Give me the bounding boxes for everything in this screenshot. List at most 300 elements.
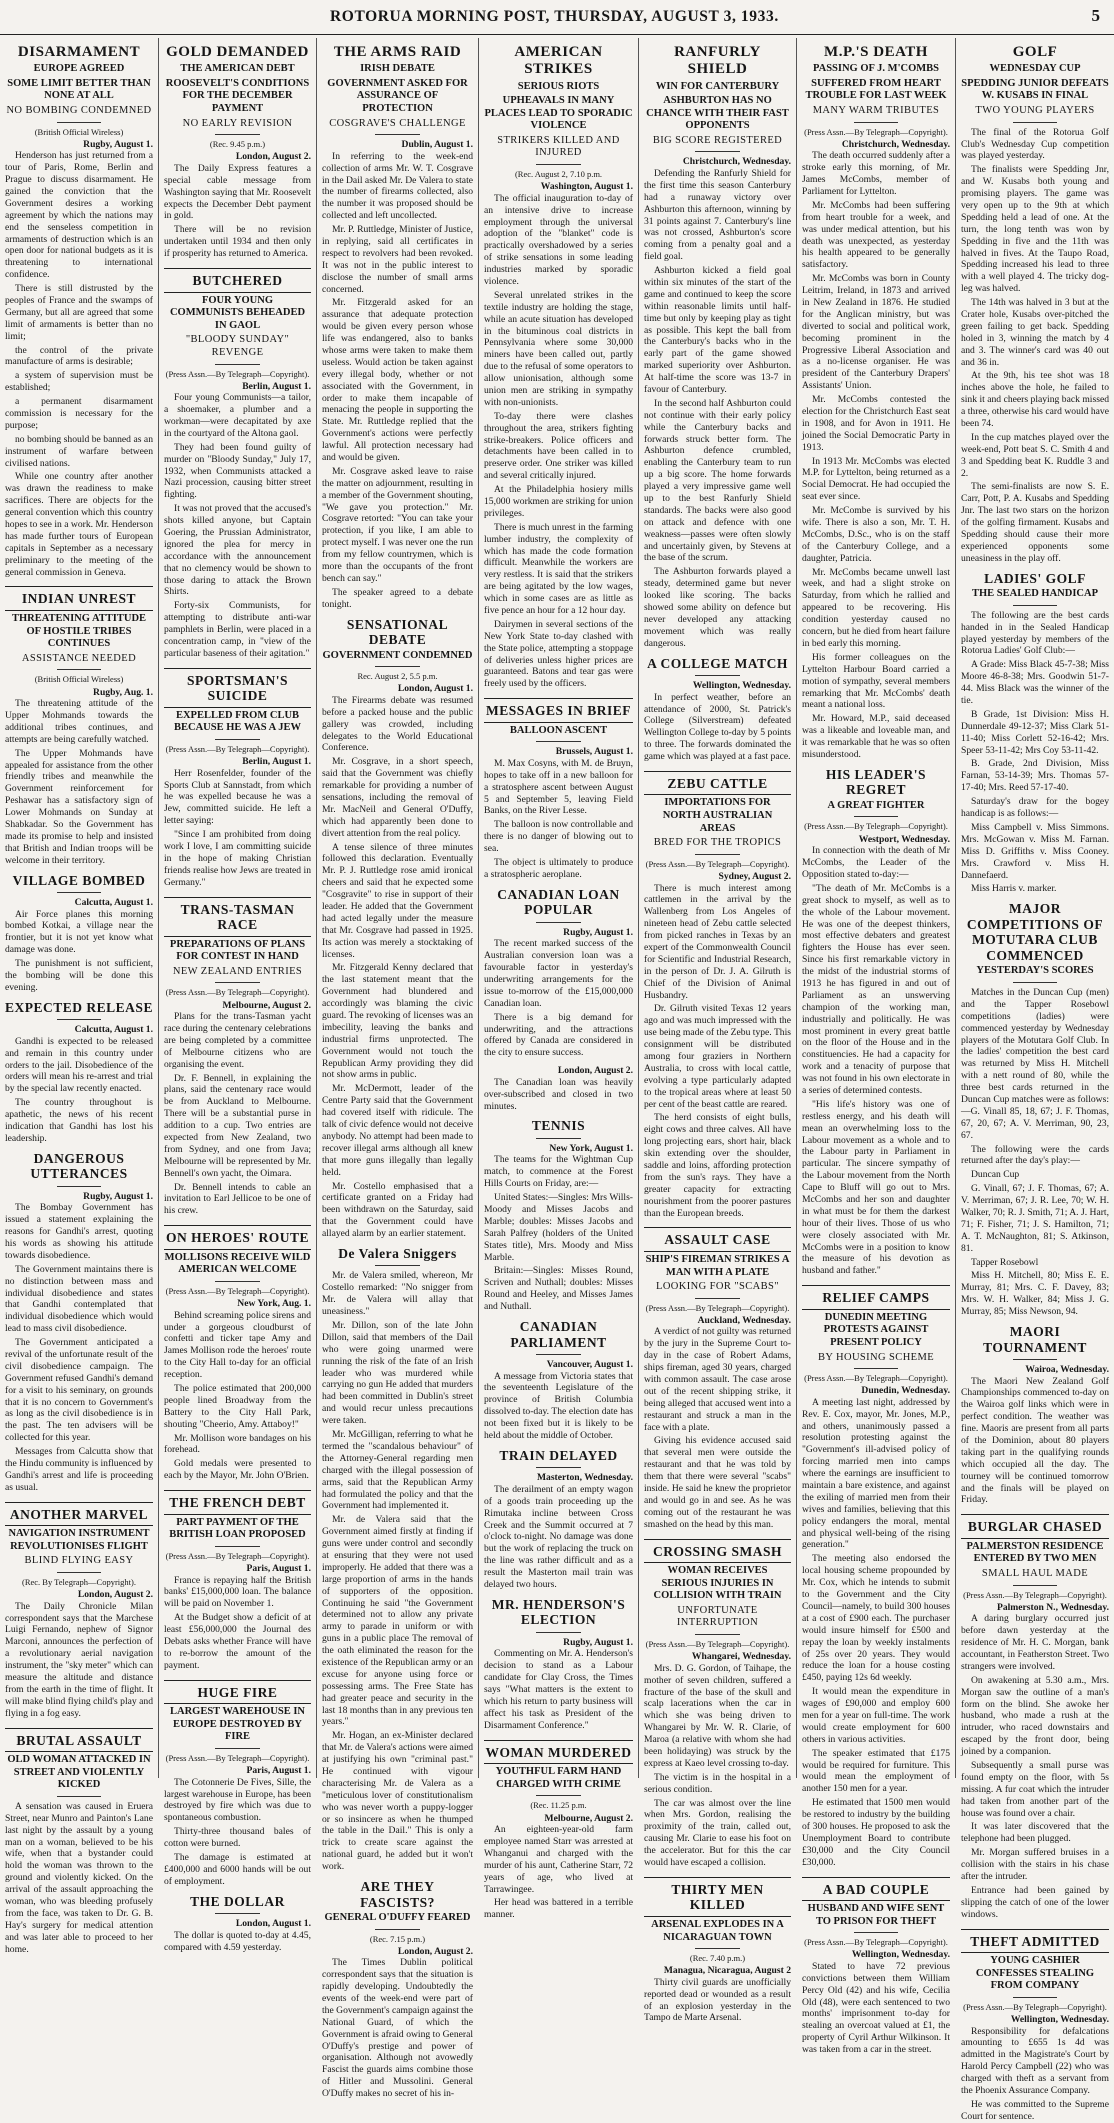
paragraph: The country throughout is apathetic, the news of his recent indication that Gandhi has lost his leadership. [5,1097,153,1144]
source-credit: Rec. August 2, 5.5 p.m. [357,671,438,682]
article-body [322,1957,473,2100]
article-subheading: THE SEALED HANDICAP [971,588,1099,600]
article-body [5,1036,153,1145]
paragraph: There is a big demand for underwriting, and the attractions offered by Canada are considered in the city to ensure success. [484,1011,633,1059]
divider-rule [695,151,739,152]
paragraph: The semi-finalists are now S. E. Carr, Pott, P. A. Kusabs and Spedding Jnr. The last two stars on the horizon of the golfing firmament. Kusabs and Spedding should cause their more experienced opponents some uneasiness in the play off. [961,481,1109,564]
article-subheading: WIN FOR CANTERBURY [655,80,780,92]
article-headline: TRAIN DELAYED [499,1447,618,1463]
divider-rule [536,1795,581,1796]
paragraph: Mr. Fitzgerald Kenny declared that the last statement meant that the Government had blundered and accordingly was blaming the civic guard. The revoking of licenses was an imbecility, leaving the banks and industrial firms unprotected. The Government would not touch the Republican Army providing they did not show arms in public. [322,962,473,1081]
article [961,1324,1109,1506]
article-subheading: BLIND FLYING EASY [24,1555,134,1567]
article [484,887,633,1059]
paragraph: Dairymen in several sections of the New York State to-day clashed with the State police, attempting a stoppage of deliveries unless higher prices are guaranteed. Batons and tear gas were freely used by the officers. [484,618,633,690]
paragraph: Stated to have 72 previous convictions between them William Percy Old (42) and his wife, Cecilia Old (48), were each sentenced to two months' imprisonment to-day for stealing an overcoat valued at £1, the property of Cyril Arthur Wilkinson. It was taken from a car in the street. [802,1960,950,2056]
article-headline: BUTCHERED [164,268,311,293]
article [961,1929,1109,2123]
dateline: New York, August 1. [549,1142,633,1154]
paragraph: a system of supervision must be established; [5,370,153,394]
paragraph: no bombing should be banned as an instrument of warfare between civilised nations. [5,433,153,469]
article-subheading: NEW ZEALAND ENTRIES [172,965,303,977]
divider-rule [57,1019,101,1020]
article-headline: INDIAN UNREST [5,586,153,611]
dateline: Managua, Nicaragua, August 2 [663,1965,791,1977]
article-subheading: ASSISTANCE NEEDED [21,652,137,664]
paragraph: Miss Campbell v. Miss Simmons. Mrs. McGowan v. Miss M. Farnan. Miss D. Griffiths v. Miss Cooney. Mrs. Crawford v. Miss H. Dannefaerd. [961,821,1109,881]
paragraph: The police estimated that 200,000 people lined Broadway from the Battery to the City Hall Park, shouting "Cheerio, Amy. Attaboy!" [164,1382,311,1430]
divider-rule [1013,122,1057,123]
article-body [322,151,473,611]
article-headline: THE FRENCH DEBT [164,1490,311,1515]
columns-container [0,38,1114,2122]
paragraph: Dr. Gilruth visited Texas 12 years ago and was much impressed with the use being made of the Zebu type. This consignment will be distributed among four graziers in Northern Australia, to cross with local cattle, evolving a type particularly adapted to the tropical areas where at least 50 per cent of the beast cattle are reared. [644,1003,791,1110]
article [644,1539,791,1869]
divider-rule [57,1572,101,1573]
article [164,44,311,260]
article-subheading: GENERAL O'DUFFY FEARED [324,1912,471,1924]
article-headline: WOMAN MURDERED [484,1740,633,1765]
article-subheading: SHIP'S FIREMAN STRIKES A MAN WITH A PLATE [645,1253,790,1278]
paragraph: A Grade: Miss Black 45-7-38; Miss Moore 46-8-38; Mrs. Goodwin 51-7-44. Miss Black was the winner of the tie. [961,659,1109,707]
article-body [802,845,950,1277]
divider-rule [536,1354,581,1355]
paragraph: The speaker estimated that £175 would be required for furniture. This would mean the employment of another 150 men for a year. [802,1747,950,1795]
paragraph: A tense silence of three minutes followed this declaration. Eventually Mr. P. J. Ruttledge rose amid ironical cheers and said that he expected some "Cosgravite" to rise in support of their leader. He added that the Government had acted legally under the measure that Mr. Cosgrave had passed in 1925. Its action was merely a stocktaking of licenses. [322,841,473,960]
article [644,1227,791,1530]
source-credit: (Press Assn.—By Telegraph—Copyright). [804,126,948,137]
article-headline: VILLAGE BOMBED [12,872,146,888]
dateline: Melbourne, August 2. [222,999,311,1011]
paragraph: A daring burglary occurred just before dawn yesterday at the residence of Mr. H. C. Morgan, bank accountant, in Featherston Street. Two strangers were involved. [961,1613,1109,1672]
article-headline: A BAD COUPLE [802,1877,950,1902]
dateline: Christchurch, Wednesday. [682,156,791,168]
article-body [164,1777,311,1888]
article-headline: SENSATIONAL DEBATE [346,616,449,648]
article-headline: A COLLEGE MATCH [647,655,788,671]
paragraph: There will be no revision undertaken until 1934 and then only if prosperity has returned to America. [164,224,311,260]
article [484,1319,633,1442]
article-subheading: THE AMERICAN DEBT [180,63,295,75]
divider-rule [215,364,259,365]
dateline: Vancouver, August 1. [546,1359,633,1371]
paragraph: Mr. Hogan, an ex-Minister declared that Mr. de Valera's actions were aimed at justifying his own "criminal past." He continued with vigour characterising Mr. de Valera as a "meticulous lover of constitutionalism who was never worth a puppy-logger or so insincere as when he thumped the table in the Dail." This is only a trick to create scare against the national guard, he added but it won't work. [322,1730,473,1873]
article-subheading: WOMAN RECEIVES SERIOUS INJURIES IN COLLISION WITH TRAIN [653,1565,782,1602]
paragraph: Several unrelated strikes in the textile industry are holding the stage, while an acute situation has developed in the bituminous coal districts in Pennsylvania where some 30,000 miners have been called out, partly due to the refusal of some operators to allow unionisation, although some union men are striking in sympathy with non-unionists. [484,289,633,408]
article [484,44,633,690]
divider-rule [57,1796,101,1797]
paragraph: The punishment is not sufficient, the bombing will be done this evening. [5,958,153,993]
paragraph: Messages from Calcutta show that the Hindu community is influenced by Gandhi's arrest and life is proceeding as usual. [5,1446,153,1493]
article-headline: GOLD DEMANDED [166,44,309,60]
masthead [0,0,1114,35]
divider-rule [375,666,420,667]
paragraph: Mr. de Valera smiled, whereon, Mr Costello remarked: "No snigger from Mr. de Valera will allay that uneasiness." [322,1270,473,1318]
article-subheading: SPEDDING JUNIOR DEFEATS W. KUSABS IN FINAL [961,77,1109,102]
source-credit: (Press Assn.—By Telegraph—Copyright). [165,744,310,755]
article-body [484,758,633,881]
article-headline: MR. HENDERSON'S ELECTION [491,1596,626,1628]
article-subheading: SERIOUS RIOTS [517,80,600,92]
article [961,901,1109,1318]
paragraph: It would mean the expenditure in wages of £90,000 and employ 600 men for a year on full-time. The work would create employment for 600 others in various activities. [802,1686,950,1745]
article-body [5,1601,153,1720]
paragraph: the control of the private manufacture of arms is desirable; [5,344,153,368]
column-3 [316,38,478,2100]
article [5,1000,153,1145]
paragraph: Four young Communists—a tailor, a shoemaker, a plumber and a workman—were decapitated by axe in the courtyard of the Altona gaol. [164,392,311,439]
article-subheading: THREATENING ATTITUDE OF HOSTILE TRIBES CONTINUES [11,613,147,650]
article-body [164,1011,311,1217]
paragraph: The Government anticipated a revival of the unfortunate result of the civil disobedience campaign. The Government refused Gandhi's demand for a visit to his seminary, on grounds that it is no concern to Government's as long as the civil disobedience is in the past. The ten advisers will be collected for this year. [5,1337,153,1444]
paragraph: Mr. McDermott, leader of the Centre Party said that the Government had covered itself with ridicule. The talk of civic defence would not deceive anybody. No attempt had been made to recover illegal arms although all knew that more guns illegally than legally held. [322,1083,473,1178]
divider-rule [375,134,420,135]
paragraph: Her head was battered in a terrible manner. [484,1897,633,1921]
divider-rule [536,1467,581,1468]
article-headline: CROSSING SMASH [644,1539,791,1564]
paragraph: In referring to the week-end collection of arms Mr. W. T. Cosgrave in the Dail asked Mr. De Valera to state the number of firearms collected, also the number it was proposed should be collected and left uncollected. [322,150,473,222]
article-headline: TRANS-TASMAN RACE [164,897,311,937]
paragraph: Mr. McGilligan, referring to what he termed the "scandalous behaviour" of the Attorney-General regarding men charged with the illegal possession of arms, said that the Republican Army had formulated the policy and that the Government had implemented it. [322,1429,473,1512]
article-subheading: BIG SCORE REGISTERED [652,134,783,146]
paragraph: He estimated that 1500 men would be restored to industry by the building of 300 houses. He proposed to ask the Unemployment Board to contribute £30,000 and the City Council £30,000. [802,1797,950,1868]
paragraph: Mr. McCombs had been suffering from heart trouble for a week, and was under medical attention, but his death was unexpected, as yesterday his health appeared to be generally satisfactory. [802,199,950,271]
paragraph: Thirty-three thousand bales of cotton were burned. [164,1826,311,1850]
divider-rule [57,1186,101,1187]
article [164,1490,311,1672]
article-subheading: ROOSEVELT'S CONDITIONS FOR THE DECEMBER PAYMENT [165,77,310,115]
paragraph: The finalists were Spedding Jnr, and W. Kusabs both young and promising players. The game was very open up to the 9th at which Spedding held a lead of one. At the turn, the long tenth was won by Spedding in five and the 11th was halved in fives. At the Taupo Road, Spedding increased his lead to three with a well played 4. The tricky dog-leg was halved. [961,164,1109,295]
article-subheading: PALMERSTON RESIDENCE ENTERED BY TWO MEN [966,1540,1104,1565]
dateline: Rugby, August 1. [563,926,633,938]
paragraph: France is repaying half the British banks' £15,000,000 loan. The balance will be paid on November 1. [164,1574,311,1610]
column-4 [478,38,638,1921]
source-credit: (Press Assn.—By Telegraph—Copyright). [165,1752,310,1763]
article [164,268,311,660]
dateline: London, August 2. [397,1945,473,1957]
article-subheading: IRISH DEBATE [360,63,435,75]
paragraph: Gandhi is expected to be released and remain in this country under orders to the jail. Disobedience of the orders will mean his re-arrest and trial by the special law recently enacted. [5,1035,153,1095]
divider-rule [215,1913,259,1914]
article-body [644,168,791,650]
dateline: Masterton, Wednesday. [536,1472,633,1484]
article-body [644,1663,791,1869]
paragraph: The Maori New Zealand Golf Championships commenced to-day on the Wairoa golf links which were in perfect condition. The weather was fine. Maoris are present from all parts of the Dominion, about 80 players taking part in the qualifying rounds which occupied all the day. The tourney will be continued tomorrow and the finals will be played on Friday. [961,1375,1109,1506]
paragraph: A sensation was caused in Eruera Street, near Munro and Painton's Lane last night by the assault by a young man on a woman, believed to be his wife, when that a bystander could hold the woman was thrown to the ground and violently kicked. On the arrival of the assault approaching the woman, who was bleeding profusely from the face, was taken to Dr. G. B. Hay's surgery for medical attention and was later able to proceed to her home. [5,1800,153,1955]
paragraph: Mr. Cosgrave asked leave to raise the matter on adjournment, resulting in a member of the Government shouting, "We gave you protection." Mr. Cosgrave retorted: "You can take your protection, if you like, I am able to protect myself. I was never one the run from my fellow countrymen, which is more than the occupants of the front bench can say." [322,465,473,584]
article-body [164,1310,311,1482]
article-body [484,1154,633,1313]
dateline: Palmerston N., Wednesday. [996,1601,1109,1613]
article-subheading: WEDNESDAY CUP [989,63,1081,75]
article-headline: MAORI TOURNAMENT [983,1323,1087,1355]
divider-rule [1013,1585,1057,1586]
paragraph: Dr. Bennell intends to cable an invitation to Earl Jellicoe to be one of his crew. [164,1181,311,1217]
paragraph: There is still distrusted by the peoples of France and the swamps of Germany, but all are agreed that some limit of armaments is better than no limit; [5,283,153,342]
article [644,44,791,650]
article-body [5,150,153,578]
article-body [322,695,473,1240]
source-credit: (Press Assn.—By Telegraph—Copyright). [165,368,310,379]
paragraph: Mrs. D. G. Gordon, of Taihape, the mother of seven children, suffered a fracture of the base of the skull and scalp lacerations when the car in which she was being driven to Whangarei by Mr. W. R. Clarie, of Maroa (a relative with whom she had been holidaying) was struck by the express at Kaeo level crossing to-day. [644,1662,791,1769]
paragraph: Mr. Costello emphasised that a certificate granted on a Friday had been withdrawn on the Saturday, said that the Government could have allayed alarm by an earlier statement. [322,1180,473,1240]
article-body [484,1824,633,1921]
article-body [961,127,1109,565]
article-headline: BURGLAR CHASED [961,1514,1109,1539]
article [484,1740,633,1922]
article-subheading: COSGRAVE'S CHALLENGE [329,117,466,129]
dateline: New York, Aug. 1. [237,1298,311,1310]
divider-rule [695,854,739,855]
paragraph: On awakening at 5.30 a.m., Mrs. Morgan saw the outline of a man's form on the blind. She awoke her husband, who made a rush at the intruder, who raced downstairs and escaped by the front door, being joined by a companion. [961,1674,1109,1758]
article-headline: CANADIAN LOAN POPULAR [497,886,620,918]
column-5 [638,38,796,2024]
dateline: London, August 2. [235,151,311,163]
article-headline: BRUTAL ASSAULT [5,1728,153,1753]
article-headline: EXPECTED RELEASE [5,999,153,1015]
paragraph: To-day there were clashes throughout the area, strikers fighting strike-breakers. Police officers and detachments have been called in to preserve order. One striker was killed and several critically injured. [484,410,633,482]
article [802,767,950,1277]
article [164,668,311,889]
article-subheading: A GREAT FIGHTER [827,799,925,811]
paragraph: Thirty civil guards are unofficially reported dead or wounded as a result of an explosion yesterday in the Tampo de Marte Arsenal. [644,1976,791,2024]
article [5,1728,153,1956]
paragraph: Air Force planes this morning bombed Kotkai, a village near the frontier, but it is not yet know what damage was done. [5,908,153,956]
article-body [961,987,1109,1318]
paragraph: Miss H. Mitchell, 80; Miss E. E. Murray, 81; Mrs. C. F. Davey, 83; Mrs. W. H. Walker, 84; Miss J. G. Murray, 85; Miss Newson, 94. [961,1270,1109,1318]
dateline: Wellington, Wednesday. [851,1949,950,1961]
article-body [961,1376,1109,1507]
source-credit: (Rec. 11.25 p.m. [530,1800,587,1811]
paragraph: The Times Dublin political correspondent says that the situation is rapidly developing. Undoubtedly the events of the week-end were part of the Government's campaign against the National Guard, of which the Government is afraid owing to General O'Duffy's prestige and power of organisation. Although not avowedly Fascist the guards aims combine those of Hitler and Mussolini. General O'Duffy makes no secret of his in- [322,1957,473,2100]
paragraph: It was later discovered that the telephone had been plugged. [961,1821,1109,1845]
source-credit: (Rec. 9.45 p.m.) [209,139,266,150]
divider-rule [695,675,739,676]
article-body [164,1930,311,1954]
article-subheading: LARGEST WAREHOUSE IN EUROPE DESTROYED BY FIRE [170,1706,305,1743]
paragraph: The recent marked success of the Australian conversion loan was a favourable factor in yesterday's underwriting arrangements for the issue to-morrow of the £15,000,000 Canadian loan. [484,938,633,1009]
article [164,1225,311,1482]
dateline: Wairoa, Wednesday. [1025,1364,1109,1376]
paragraph: Mr. McCombs was born in County Leitrim, Ireland, in 1873 and arrived in New Zealand in 1876. He studied for the Anglican ministry, but was diverted to social and political work, becoming prominent in the Progressive Liberal Association and as a no-license organiser. He was president of the Canterbury Drapers' Assistants' Union. [802,273,950,392]
paragraph: Defending the Ranfurly Shield for the first time this season Canterbury had a runaway victory over Ashburton this afternoon, winning by 31 points against 7. Canterbury's line was not crossed, Ashburton's score coming from a penalty goal and a field goal. [644,167,791,263]
dateline: Washington, August 1. [540,181,633,193]
article-headline: THE ARMS RAID [333,44,462,60]
paragraph: B. Grade, 2nd Division, Miss Farnan, 53-14-39; Mrs. Thomas 57-17-40; Mrs. Reed 57-17-40. [961,758,1109,794]
article-body [164,392,311,660]
paragraph: They had been found guilty of murder on "Bloody Sunday," July 17, 1932, when Communists attacked a Nazi procession, causing bitter street fighting. [164,441,311,501]
paragraph: "His life's history was one of restless energy, and his death will mean an overwhelming loss to the Labour movement as a whole and to the Labour party in Parliament in particular. The sincere sympathy of the Labour movement from the North Cape to Bluff will go out to Mrs. McCombs and her son and daughter in what must be for them the darkest hour of their lives. Those of us who were closely associated with Mr. McCombs were in a position to know the measure of his devotion as husband and father." [802,1098,950,1277]
article-subheading: TWO YOUNG PLAYERS [975,105,1095,117]
dateline: Calcutta, August 1. [74,897,153,909]
paragraph: Herr Rosenfelder, founder of the Sports Club at Sannstadt, from which he was expelled because he was a Jew, committed suicide. He left a letter saying: [164,767,311,827]
paragraph: The official inauguration to-day of an intensive drive to increase employment through the universal adoption of the "blanket" code is practically overshadowed by a series of strike sensations in some leading industries marked by sporadic violence. [484,192,633,287]
paragraph: A message from Victoria states that the seventeenth Legislature of the province of British Columbia dissolved to-day. The election date has not been fixed but it is likely to be held about the middle of October. [484,1370,633,1441]
article [322,1879,473,2100]
article-body [802,150,950,761]
paragraph: In 1913 Mr. McCombs was elected M.P. for Lyttelton, being returned as a Social Democrat. He had occupied the seat ever since. [802,455,950,503]
paragraph: There is much unrest in the farming lumber industry, the complexity of which has made the code formation difficult. Meanwhile the workers are very restless. It is said that the strikers are being agitated by the low wages, which in some cases are as little as five pence an hour for a 12 hour day. [484,521,633,617]
source-credit: (Press Assn.—By Telegraph—Copyright). [645,858,790,869]
source-credit: (Rec. 7.15 p.m.) [369,1933,426,1944]
dateline: Rugby, August 1. [563,1636,633,1648]
article-body [644,1326,791,1530]
column-1 [0,38,158,1955]
article-subheading: ASHBURTON HAS NO CHANCE WITH THEIR FAST OPPONENTS [646,95,789,132]
paragraph: Mr. McCombs became unwell last week, and had a slight stroke on Saturday, from which he rallied and appeared to be recovering. His condition yesterday caused no concern, but he died from heart failure in bed early this morning. [802,566,950,649]
article-headline: CANADIAN PARLIAMENT [510,1318,607,1350]
article-subheading: SMALL HAUL MADE [981,1568,1089,1580]
article-body [961,1613,1109,1920]
article [322,617,473,1240]
paragraph: The Bombay Government has issued a statement explaining the reasons for Gandhi's arrest, quoting his words as showing his attitude towards disobedience. [5,1202,153,1261]
paragraph: Mr. Dillon, son of the late John Dillon, said that members of the Dail who were going unarmed were running the risk of the fate of an Irish leader who was murdered while carrying no gun He added that murders had been committed in Dublin's street and would recur unless precautions were taken. [322,1320,473,1427]
paragraph: Giving his evidence accused said that several men were outside the restaurant and that he was told by them that there were several "scabs" inside. He said he knew the proprietor and would go in and see. As he was coming out of the restaurant he was smashed on the head by this man. [644,1435,791,1530]
source-credit: (British Official Wireless) [34,674,124,685]
article [5,1151,153,1494]
article-subheading: HUSBAND AND WIFE SENT TO PRISON FOR THEFT [807,1903,945,1927]
divider-rule [536,1632,581,1633]
dateline: Berlin, August 1. [242,380,311,392]
article-body [644,883,791,1220]
article-subheading: ARSENAL EXPLODES IN A NICARAGUAN TOWN [651,1918,784,1943]
article-body [644,1977,791,2025]
article-headline: THIRTY MEN KILLED [644,1877,791,1917]
dateline: Whangarei, Wednesday. [691,1651,791,1663]
dateline: London, August 2. [77,1589,153,1601]
article-subheading: MOLLISONS RECEIVE WILD AMERICAN WELCOME [164,1251,311,1276]
article-headline: DANGEROUS UTTERANCES [30,1150,128,1182]
divider-rule [57,122,101,123]
article-subheading: YESTERDAY'S SCORES [976,965,1094,977]
paragraph: The herd consists of eight bulls, eight cows and three calves. All have long projecting ears, short hair, black skin extending over the shoulder, saddle and loins, affording protection from the sun's rays. They have a greater capacity for extracting nourishment from the poorer pastures than the European breeds. [644,1112,791,1219]
divider-rule [215,1748,259,1749]
dateline: Berlin, August 1. [242,756,311,768]
article-body [644,692,791,763]
dateline: Sydney, August 2. [718,871,791,883]
article-headline: MESSAGES IN BRIEF [484,698,633,723]
article-subheading: BRED FOR THE TROPICS [653,837,782,849]
article [802,1877,950,2057]
divider-rule [536,1138,581,1139]
article-headline: RELIEF CAMPS [802,1285,950,1310]
paragraph: Saturday's draw for the bogey handicap is as follows:— [961,796,1109,820]
article [164,1894,311,1954]
paragraph: The victim is in the hospital in a serious condition. [644,1771,791,1795]
paragraph: B Grade, 1st Division: Miss H. Dunnerdale 49-12-37; Miss Clark 51-11-40; Miss Corlett 52-16-42; Mrs. Speer 53-11-42; Mrs Coy 53-11-42. [961,708,1109,756]
article [484,1065,633,1112]
paragraph: Forty-six Communists, for attempting to distribute anti-war pamphlets in Berlin, were placed in a concentration camp, in "view of the particular baseness of their agitation." [164,600,311,659]
paragraph: In connection with the death of Mr McCombs, the Leader of the Opposition stated to-day:— [802,845,950,880]
article-headline: THE DOLLAR [190,1893,285,1909]
paragraph: Henderson has just returned from a tour of Paris, Rome, Berlin and Prague to discuss disarmament. He gained the conviction that the Government desires a working agreement by which the nations may end the senseless competition in armaments of destruction which is an open door for national budgets as it is threatening to international confidence. [5,150,153,281]
paragraph: The meeting also endorsed the local housing scheme propounded by Mr. Cox, which he intends to submit to the Government and the City Council—namely, to build 300 houses at a cost of £900 each. The purchaser would insure himself for £500 and repay the loan by weekly instalments of 25s over 20 years. They would reduce the loan for a house costing £450, paying 12s 6d weekly. [802,1553,950,1684]
paragraph: "Since I am prohibited from doing work I love, I am committing suicide in the hope of making Christian friends realise how Jews are treated in Germany." [164,829,311,888]
paragraph: The final of the Rotorua Golf Club's Wednesday Cup competition was played yesterday. [961,126,1109,162]
paragraph: The Daily Express features a special cable message from Washington saying that Mr. Roosevelt expects the December Debt payment in gold. [164,162,311,222]
paragraph: At the 9th, his tee shot was 18 inches above the hole, he failed to sink it and cheers playing back missed a three, otherwise his card would have been 74. [961,370,1109,429]
article-body [164,1575,311,1672]
divider-rule [695,1634,739,1635]
paragraph: It was not proved that the accused's shots killed anyone, but Captain Goering, the Prussian Administrator, ignored the plea for mercy in accordance with the announcement that no clemency would be shown to those daring to attack the Brown Shirts. [164,503,311,598]
paragraph: A verdict of not guilty was returned by the jury in the Supreme Court to-day in the case of Robert Adams, ships fireman, aged 30 years, charged with common assault. The case arose out of the recent shipping strike, it being alleged that accused went into a restaurant and struck a man in the face with a plate. [644,1326,791,1433]
article-headline: HUGE FIRE [164,1680,311,1705]
paragraph: Matches in the Duncan Cup (men) and the Tapper Rosebowl competitions (ladies) were commenced yesterday by Wednesday players of the Motutara Golf Club. In the ladies' competition the best card was returned by Miss H. Mitchell with a nett round of 80, while the three best cards returned in the Duncan Cup matches were as follows:—G. Vinall 85, 18, 67; J. F. Thomas, 67, 20, 67; A. V. Merriman, 90, 23, 67. [961,986,1109,1141]
paragraph: Dr. F. Bennell, in explaining the plans, said the centenary race would be from Auckland to Melbourne. There will be a substantial purse in addition to a cup. Two entries are expected from New Zealand, two from Sydney, and one from Java; Melbourne will be represented by Mr. Bennell's own yacht, the Oimara. [164,1072,311,1179]
source-credit: (Press Assn.—By Telegraph—Copyright). [963,2001,1107,2012]
paragraph: The damage is estimated at £400,000 and 6000 hands will be out of employment. [164,1851,311,1887]
dateline: Westport, Wednesday. [858,833,950,845]
dateline: Rugby, August 1. [83,138,153,150]
article-subheading: SUFFERED FROM HEART TROUBLE FOR LAST WEEK [805,77,947,102]
article-body [484,193,633,691]
article-subheading: NO BOMBING CONDEMNED [6,105,152,117]
article-body [5,909,153,994]
paragraph: Mr. de Valera said that the Government aimed firstly at finding if guns were under control and secondly at ensuring that they were not used improperly. He added that there was a large proportion of arms in the hands of supporters of the opposition. Continuing he said "the Government determined not to allow any private army to parade in uniform or with guns in a public place The removal of the oath eliminated the reason for the existence of the Republican army or an excuse for anyone using force or possessing arms. The Free State has had greater peace and security in the last 18 months than in any previous ten years." [322,1514,473,1728]
article-headline: M.P.'S DEATH [824,44,928,60]
article-subheading: PREPARATIONS OF PLANS FOR CONTEST IN HAND [169,938,306,963]
divider-rule [215,739,259,740]
paragraph: The Government maintains there is no distinction between mass and individual disobedience and states that Gandhi contemplated that individual disobedience which would lead to mass civil disobedience. [5,1263,153,1335]
article-subheading: GOVERNMENT CONDEMNED [322,649,473,661]
paragraph: The Ashburton forwards played a steady, determined game but never looked like scoring. The backs showed some ability on defence but never developed any attacking movement which was really dangerous. [644,566,791,649]
dateline: Auckland, Wednesday. [697,1314,791,1326]
article-headline: RANFURLY SHIELD [674,44,761,78]
paragraph: In perfect weather, before an attendance of 2000, St. Patrick's College (Silverstream) defeated Wellington College to-day by 5 points to three. The forwards dominated the game which was played at a fast pace. [644,691,791,763]
article-subheading: EXPELLED FROM CLUB BECAUSE HE WAS A JEW [173,709,301,734]
article [961,571,1109,896]
article-subheading: STRIKERS KILLED AND INJURED [497,134,620,159]
article-body [5,698,153,866]
paragraph: a permanent disarmament commission is necessary for the purpose; [5,396,153,431]
paragraph: An eighteen-year-old farm employee named Starr was arrested at Whanganui and charged with the murder of his aunt, Catherine Starr, 72 years of age, who lived at Tarrawingee. [484,1824,633,1895]
article-body [802,1961,950,2056]
article [5,586,153,866]
article-headline: ZEBU CATTLE [644,771,791,796]
page-number: 5 [1091,6,1100,25]
article [802,1285,950,1868]
article-subheading: IMPORTATIONS FOR NORTH AUSTRALIAN AREAS [662,797,773,834]
article [5,873,153,994]
paragraph: Commenting on Mr. A. Henderson's decision to stand as a Labour candidate for Clay Cross, the Times says "What matters is the extent to which his return to party business will affect his task as President of the Disarmament Conference." [484,1648,633,1731]
article [484,1448,633,1591]
article-body [484,938,633,1059]
article-subheading: YOUTHFUL FARM HAND CHARGED WITH CRIME [495,1766,622,1790]
paragraph: Mr. McCombs contested the election for the Christchurch East seat in 1908, and for Avon in 1911. He joined the Social Democratic Party in 1913. [802,394,950,453]
paragraph: Entrance had been gained by slipping the catch of one of the lower windows. [961,1884,1109,1920]
article-headline: TENNIS [531,1118,586,1134]
article-headline: GOLF [1012,44,1058,60]
paragraph: His former colleagues on the Lyttelton Harbour Board carried a motion of sympathy, several members remarking that Mr. McCombs' death meant a national loss. [802,651,950,711]
article-headline: ARE THEY FASCISTS? [360,1879,435,1910]
article-body [484,1371,633,1442]
divider-rule [695,1948,739,1949]
dateline: Melbourne, August 2. [544,1812,633,1824]
article [961,1514,1109,1920]
dateline: Christchurch, Wednesday. [841,138,950,150]
divider-rule [695,1298,739,1299]
paragraph: United States:—Singles: Mrs Wills-Moody and Misses Jacobs and Marble; doubles: Misses Jacobs and Sarah Palfrey (holders of the United States title), Mrs. Moody and Miss Marble. [484,1192,633,1263]
article-subheading: NAVIGATION INSTRUMENT REVOLUTIONISES FLIGHT [8,1528,150,1552]
article-body [484,1484,633,1591]
paragraph: "The death of Mr. McCombs is a great shock to myself, as well as to the whole of the Labour movement. He was one of the deepest thinkers, most effective debaters and greatest fighters the House has ever seen. Since his first remarkable victory in the midst of the industrial storms of 1913 he has figured in and out of Parliament as an unswerving champion of the working man, industrially and politically. He was most prominent in every great battle on the floor of the House and in the constituencies. He had a capacity for work and a tenacity of purpose that was not found in his own electorate in a series of determined contests. [802,882,950,1096]
paragraph: M. Max Cosyns, with M. de Bruyn, hopes to take off in a new balloon for a stratosphere ascent between August 5 and September 5, leaving Field Banks, on the River Lesse. [484,757,633,817]
article-body [484,1648,633,1731]
source-credit: (Press Assn.—By Telegraph—Copyright). [645,1302,790,1313]
article-body [802,1397,950,1869]
paragraph: In the second half Ashburton could not continue with their early policy while the Canterbury backs and forwards struck better form. The Ashburton defence crumbled, enabling the Canterbury team to run up a big score. The home forwards played a very impressive game well up to the best Ranfurly Shield standards. The backs were also good on attack and defence with one weakness—passes were often slowly and uncertainly given, by Stevens at the base of the scrum. [644,397,791,564]
dateline: London, August 2. [557,1065,633,1077]
